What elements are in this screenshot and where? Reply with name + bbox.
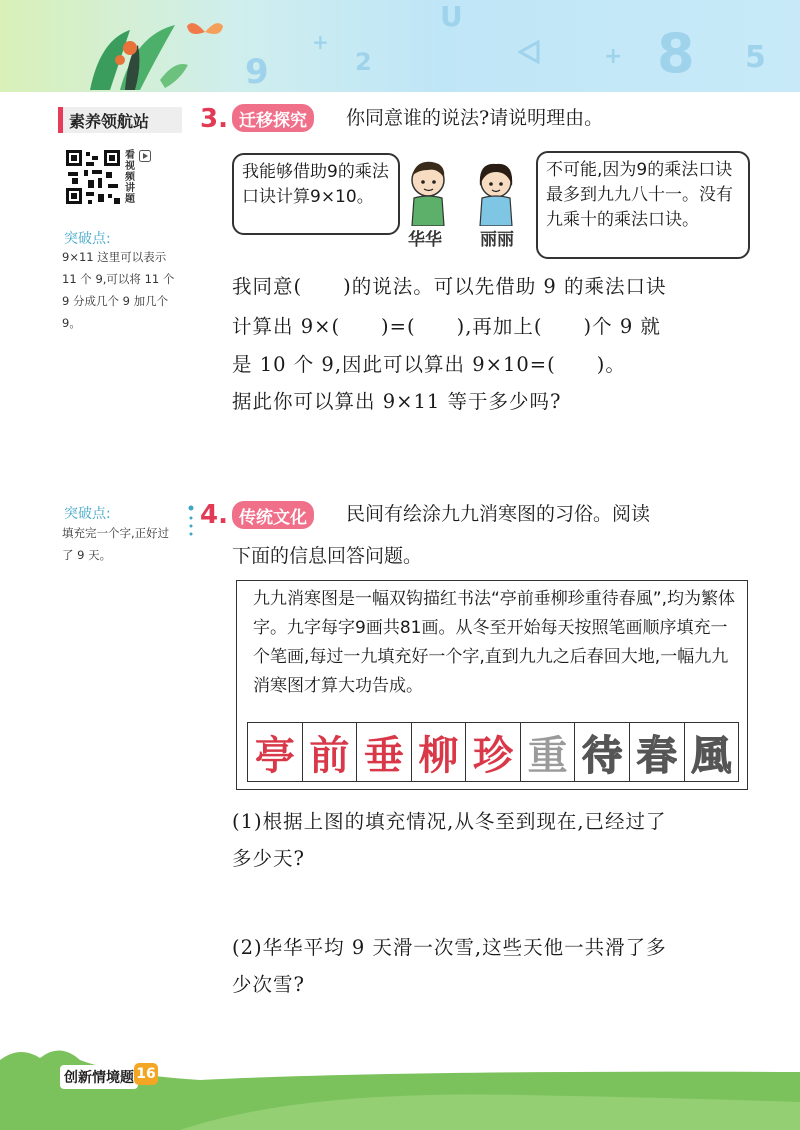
station-label-text: 素养领航站	[69, 111, 150, 131]
bubble-text: 不可能,因为9的乘法口诀最多到九九八十一。没有九乘十的乘法口诀。	[546, 160, 733, 230]
header-glyph: U	[440, 0, 463, 33]
char-cell-filled: 柳	[412, 723, 467, 781]
char-cell-empty: 春	[630, 723, 685, 781]
header-glyph: 9	[245, 52, 269, 92]
question-number: 4.	[200, 500, 228, 530]
info-text: 九九消寒图是一幅双钩描红书法“亭前垂柳珍重待春風”,均为繁体字。九字每字9画共81画。从冬至开始每天按照笔画顺序填充一个笔画,每过一九填充好一个字,直到九九之后春回大地,一幅九九消寒图才算大功告成。	[253, 589, 736, 696]
header-glyph: 8	[657, 22, 695, 85]
xiaohan-chart	[247, 722, 739, 782]
sub-question: (2)华华平均 9 天滑一次雪,这些天他一共滑了多	[232, 936, 667, 959]
boy-character-icon	[398, 158, 460, 226]
tip-heading: 突破点:	[64, 231, 111, 247]
char-cell-filled: 亭	[248, 723, 303, 781]
speech-bubble-lili	[536, 151, 750, 259]
bubble-text: 我能够借助9的乘法口诀计算9×10。	[242, 162, 389, 207]
station-label	[58, 107, 182, 133]
answer-line: 我同意( )的说法。可以先借助 9 的乘法口诀	[232, 275, 667, 298]
char-cell-filled: 前	[303, 723, 358, 781]
char-cell-filled: 珍	[466, 723, 521, 781]
qr-caption: 看视频讲题	[125, 150, 135, 205]
char-cell-partial: 重	[521, 723, 576, 781]
sub-question: 多少天?	[232, 847, 305, 870]
answer-line: 是 10 个 9,因此可以算出 9×10=( )。	[232, 353, 626, 376]
question-badge: 传统文化	[232, 501, 314, 529]
char-cell-filled: 垂	[357, 723, 412, 781]
footer-hills	[0, 1050, 800, 1130]
char-cell-empty: 待	[575, 723, 630, 781]
play-icon[interactable]	[139, 150, 151, 162]
sub-question: 少次雪?	[232, 973, 305, 996]
page-number: 16	[134, 1063, 158, 1085]
header-glyph: 2	[355, 48, 372, 76]
question-number: 3.	[200, 104, 228, 134]
header-glyph: 5	[745, 40, 766, 75]
question-prompt: 你同意谁的说法?请说明理由。	[346, 107, 604, 129]
qr-code-icon[interactable]	[64, 148, 122, 206]
header-glyph: +	[604, 44, 623, 69]
char-cell-empty: 風	[691, 732, 732, 779]
question-prompt: 民间有绘涂九九消寒图的习俗。阅读	[346, 503, 651, 525]
tip-body: 9×11 这里可以表示 11 个 9,可以将 11 个 9 分成几个 9 加几个 9。	[62, 250, 175, 330]
butterfly-icon	[185, 18, 225, 46]
girl-character-icon	[468, 160, 526, 226]
answer-line: 据此你可以算出 9×11 等于多少吗?	[232, 390, 562, 413]
answer-line: 计算出 9×( )=( ),再加上( )个 9 就	[232, 315, 661, 338]
character-name: 华华	[408, 230, 442, 250]
footer-label: 创新情境题	[60, 1065, 138, 1089]
header-banner	[0, 0, 800, 92]
dots-icon	[186, 504, 196, 538]
info-box	[236, 580, 748, 790]
tip-heading: 突破点:	[64, 506, 111, 522]
tip-body: 填充完一个字,正好过了 9 天。	[62, 526, 170, 562]
header-glyph: +	[312, 30, 329, 54]
sub-question: (1)根据上图的填充情况,从冬至到现在,已经过了	[232, 810, 667, 833]
character-name: 丽丽	[480, 230, 514, 250]
question-badge: 迁移探究	[232, 104, 314, 132]
triangle-icon	[518, 40, 540, 64]
question-prompt: 下面的信息回答问题。	[232, 545, 423, 567]
speech-bubble-huahua	[232, 153, 400, 235]
leaf-decoration-icon	[80, 20, 190, 90]
